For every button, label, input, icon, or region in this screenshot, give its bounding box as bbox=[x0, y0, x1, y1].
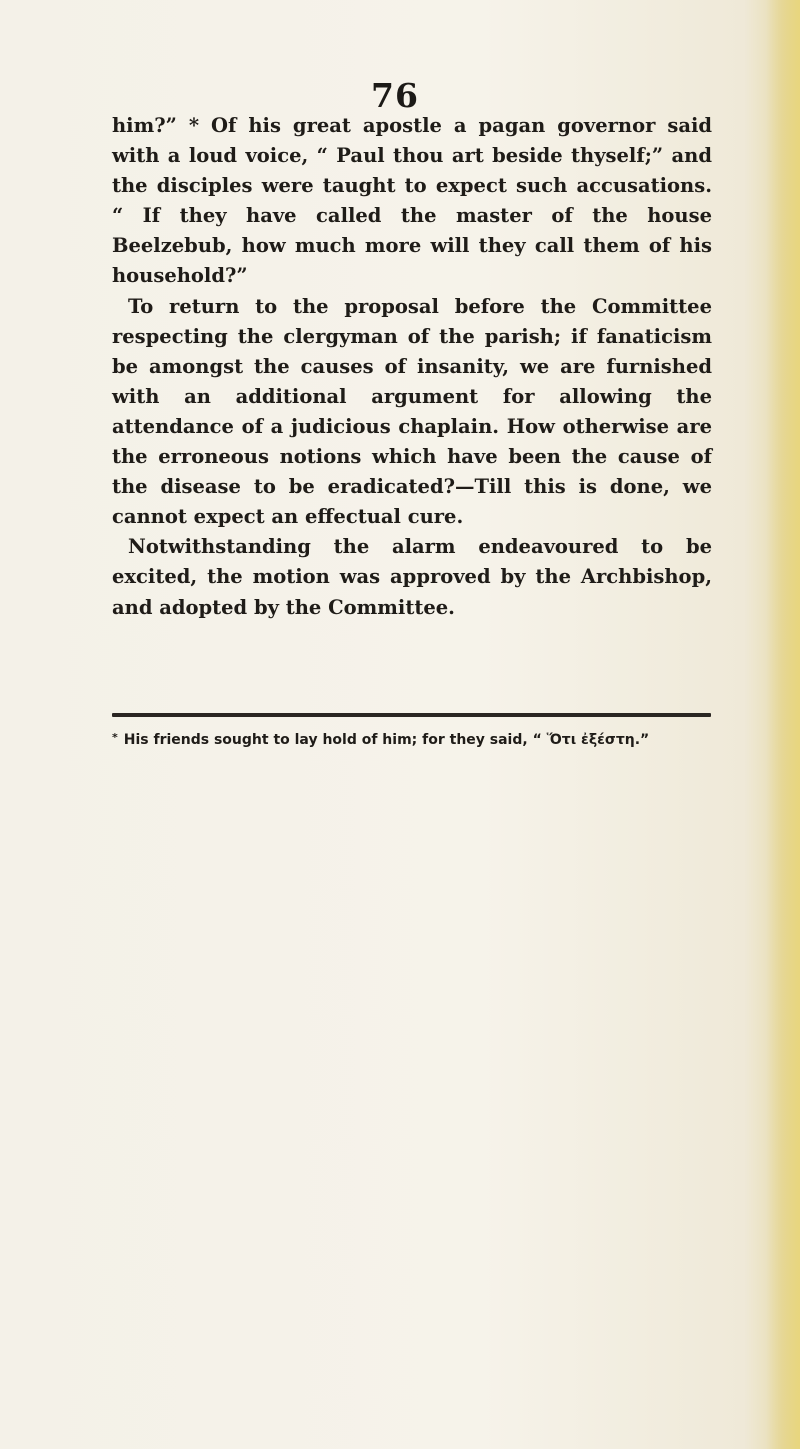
footnote bbox=[112, 728, 712, 750]
page-edge-shadow bbox=[766, 0, 800, 1449]
paragraph-motion-adopted: Notwithstanding the alarm endeavoured to be excited, the motion was approved by the Archbishop, and adopted by the Committee. bbox=[112, 535, 712, 619]
footnote-marker: * bbox=[112, 731, 118, 744]
main-text bbox=[112, 111, 712, 623]
footnote-divider bbox=[112, 713, 711, 717]
paragraph-continuation: him?” * Of his great apostle a pagan governor said with a loud voice, “ Paul thou art beside thyself;” and the disciples were taught to expect such accusations. “ If they have called the master of the house Beelzebub, how much more will they call them of his household?” bbox=[112, 114, 712, 288]
footnote-text: His friends sought to lay hold of him; for they said, “ Ὅτι ἐξέστη.” bbox=[123, 732, 650, 748]
paragraph-proposal: To return to the proposal before the Committee respecting the clergyman of the parish; if fanaticism be amongst the causes of insanity, we are furnished with an additional argument for allowing the attendance of a judicious chaplain. How otherwise are the erroneous notions which have been the cause of the disease to be eradicated?—Till this is done, we cannot expect an effectual cure. bbox=[112, 294, 712, 529]
page-number: 76 bbox=[371, 76, 419, 115]
